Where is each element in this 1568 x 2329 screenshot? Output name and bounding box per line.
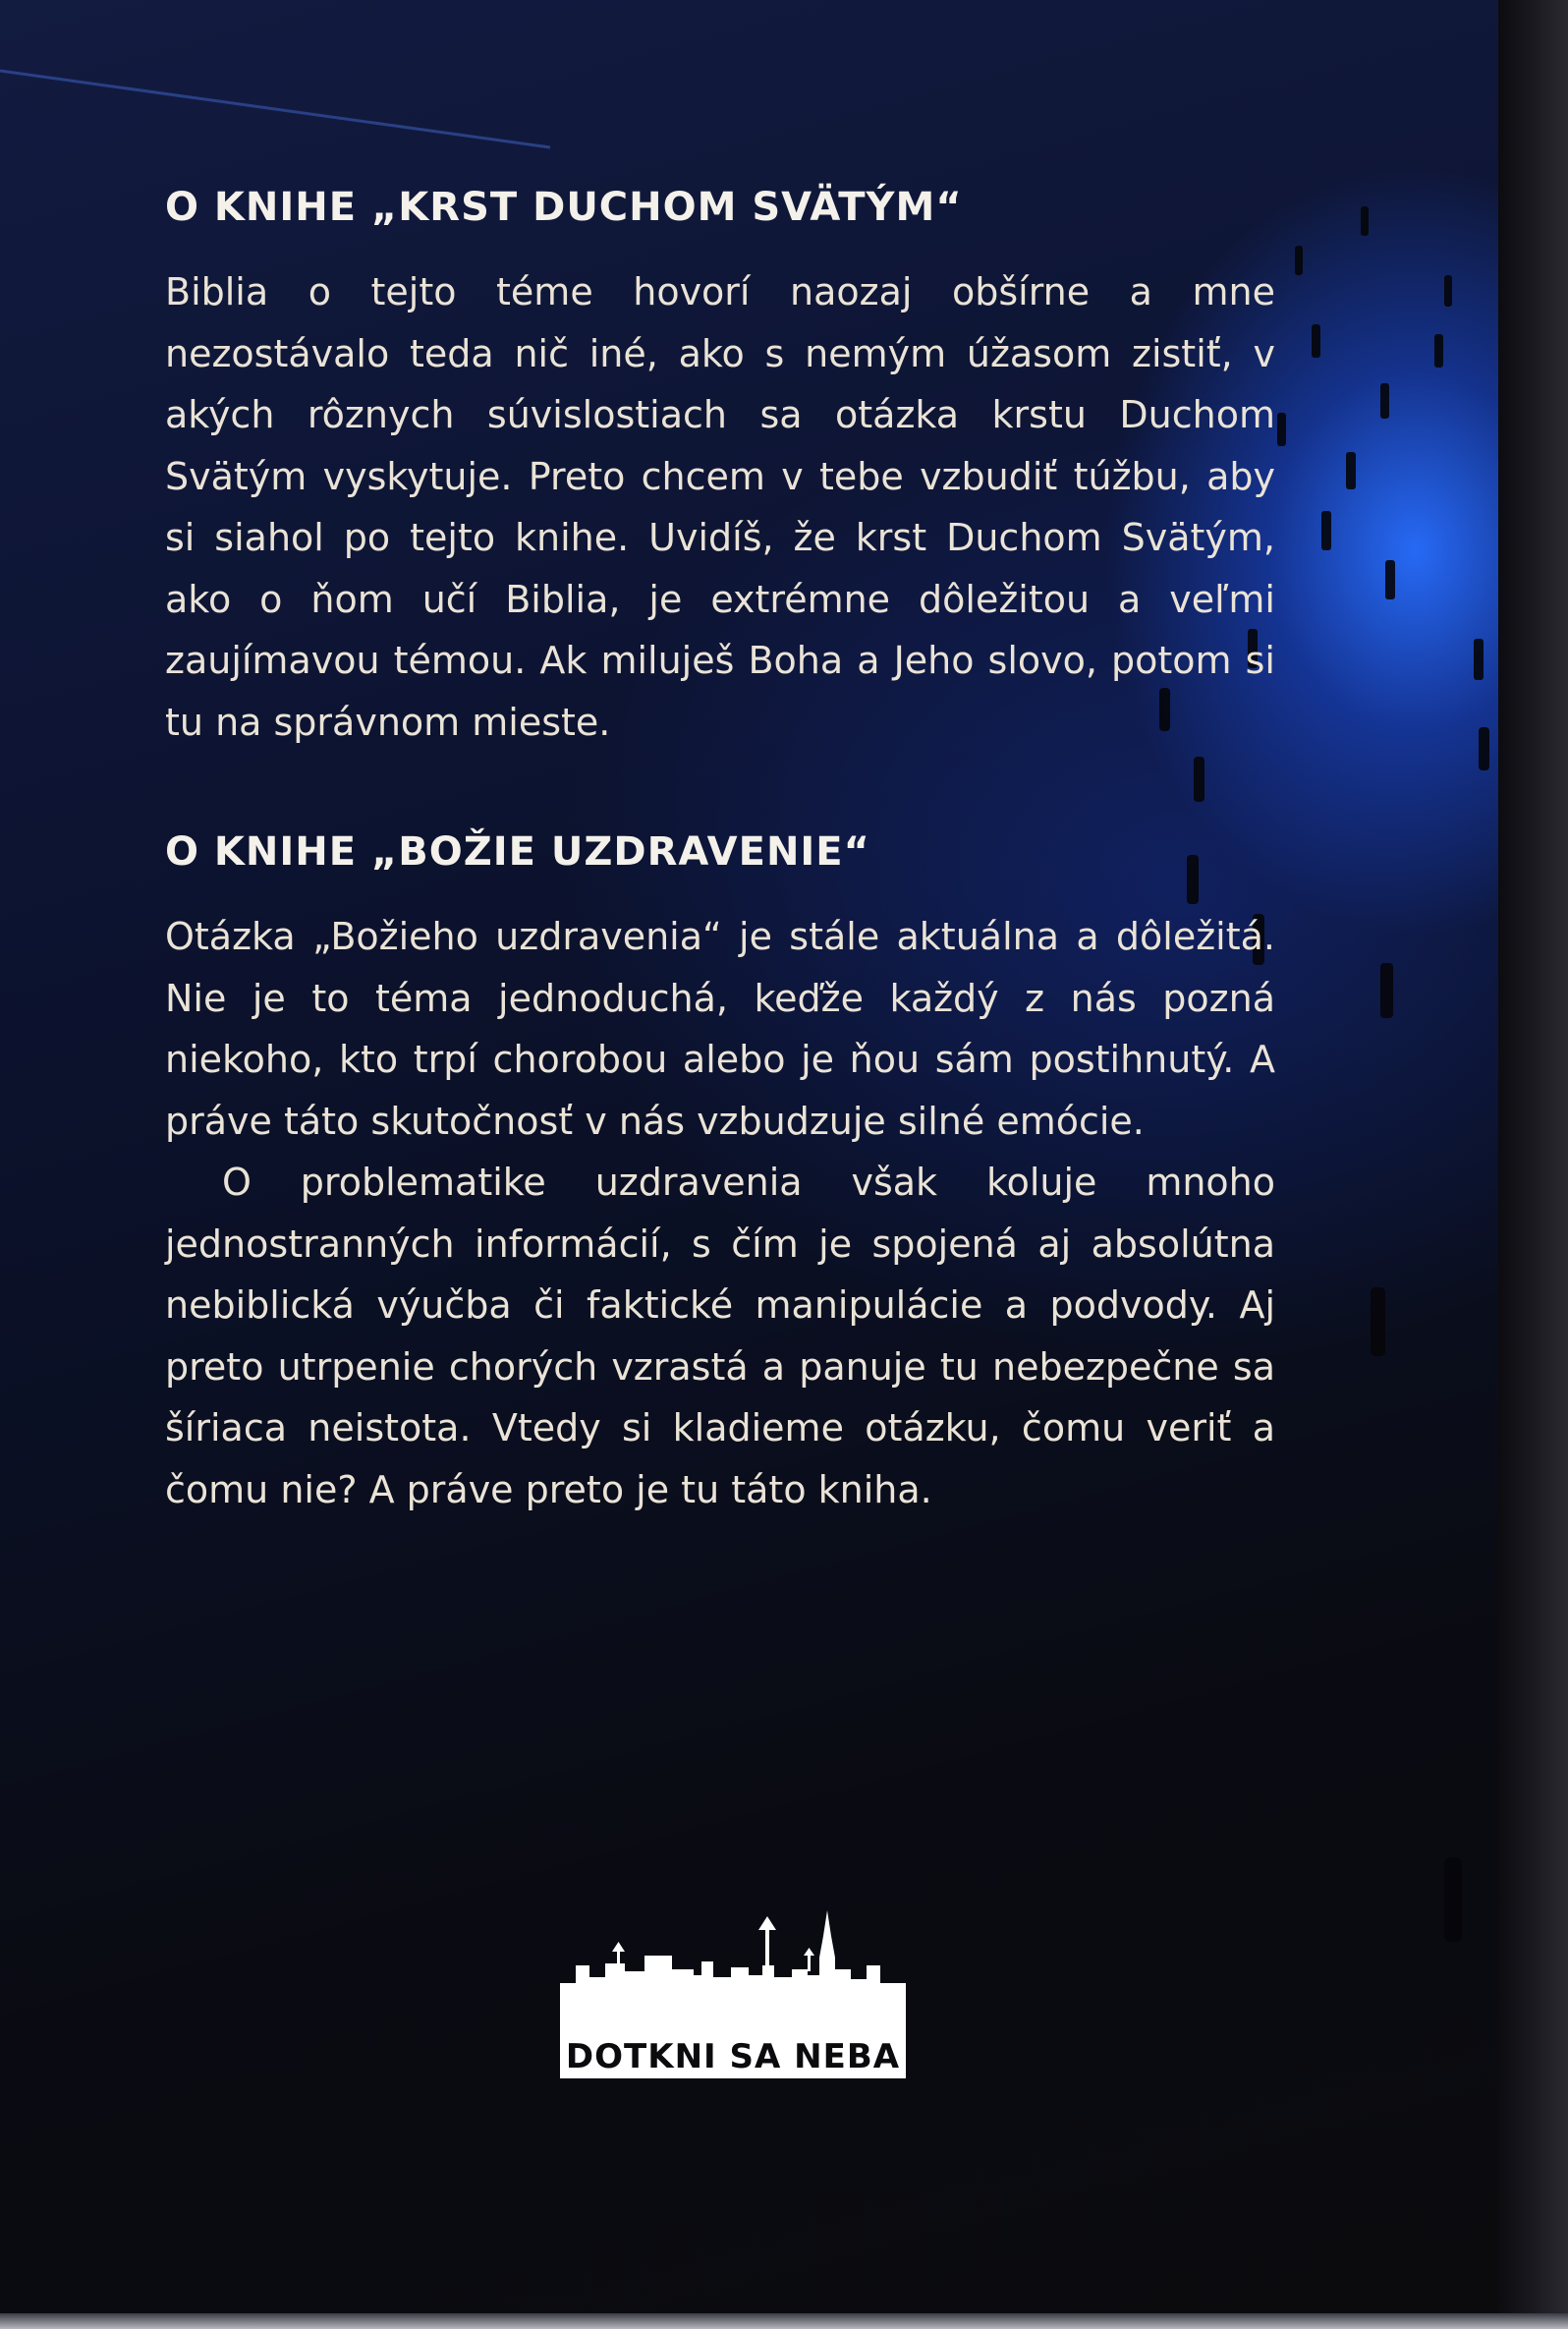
section-body-bozie-uzdravenie [165, 906, 1275, 1520]
logo-text: DOTKNI SA NEBA [565, 2037, 901, 2076]
dotkni-sa-neba-logo [556, 1906, 910, 2083]
section-body-krst-duchom-svatym [165, 261, 1275, 753]
paragraph: Otázka „Božieho uzdravenia“ je stále aktuálna a dôležitá. Nie je to téma jednoduchá, keďže každý z nás pozná niekoho, kto trpí chorobou alebo je ňou sám postihnutý. A práve táto skutočnosť v nás vzbudzuje silné emócie. [165, 915, 1275, 1143]
section-heading-bozie-uzdravenie: O KNIHE „BOŽIE UZDRAVENIE“ [165, 829, 870, 875]
paragraph: O problematike uzdravenia však koluje mnoho jednostranných informácií, s čím je spojená aj absolútna nebiblická výučba či faktické manipulácie a podvody. Aj preto utrpenie chorých vzrastá a panuje tu nebezpečne sa šíriaca neistota. Vtedy si kladieme otázku, čomu veriť a čomu nie? A práve preto je tu táto kniha. [165, 1161, 1275, 1511]
scan-bottom-edge [0, 2313, 1568, 2329]
section-heading-krst-duchom-svatym: O KNIHE „KRST DUCHOM SVÄTÝM“ [165, 185, 963, 230]
paragraph: Biblia o tejto téme hovorí naozaj obšírne a mne nezostávalo teda nič iné, ako s nemým úžasom zistiť, v akých rôznych súvislostiach sa otázka krstu Duchom Svätým vyskytuje. Preto chcem v tebe vzbudiť túžbu, aby si siahol po tejto knihe. Uvidíš, že krst Duchom Svätým, ako o ňom učí Biblia, je extrémne dôležitou a veľmi zaujímavou témou. Ak miluješ Boha a Jeho slovo, potom si tu na správnom mieste. [165, 270, 1275, 744]
book-spine-edge [1498, 0, 1568, 2329]
